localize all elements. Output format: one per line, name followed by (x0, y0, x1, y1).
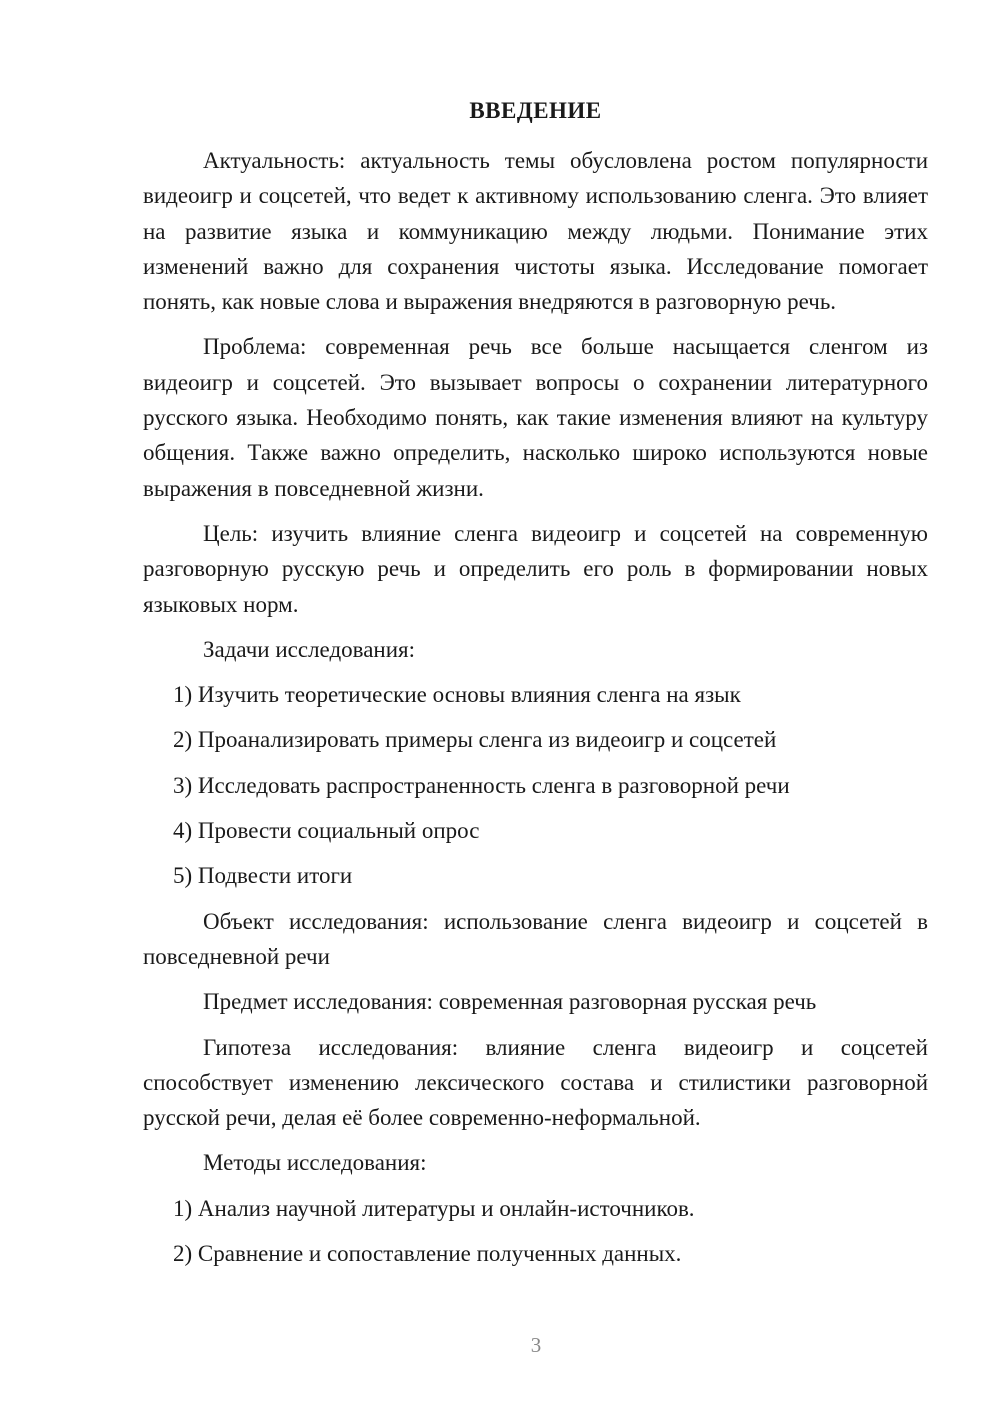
goal-paragraph: Цель: изучить влияние сленга видеоигр и соцсетей на современную разговорную русскую речь и определить его роль в формировании новых языковых норм. (143, 520, 928, 617)
page-title: ВВЕДЕНИЕ (469, 98, 602, 123)
object-paragraph: Объект исследования: использование сленга видеоигр и соцсетей в повседневной речи (143, 908, 928, 969)
problem-paragraph: Проблема: современная речь все больше насыщается сленгом из видеоигр и соцсетей. Это вызывает вопросы о сохранении литературного русского языка. Необходимо понять, как такие изменения влияют на культуру общения. Также важно определить, насколько широко используются новые выражения в повседневной жизни. (143, 334, 928, 501)
task-item: 4) Провести социальный опрос (173, 818, 480, 844)
tasks-heading: Задачи исследования: (203, 636, 416, 662)
method-item: 2) Сравнение и сопоставление полученных данных. (173, 1241, 682, 1267)
page-number: 3 (530, 1333, 542, 1357)
task-item: 2) Проанализировать примеры сленга из видеоигр и соцсетей (173, 727, 777, 753)
document-body (143, 143, 928, 1281)
relevance-paragraph: Актуальность: актуальность темы обусловлена ростом популярности видеоигр и соцсетей, что ведет к активному использованию сленга. Это влияет на развитие языка и коммуникацию между людьми. Понимание этих изменений важно для сохранения чистоты языка. Исследование помогает понять, как новые слова и выражения внедряются в разговорную речь. (143, 148, 928, 315)
task-item: 3) Исследовать распространенность сленга в разговорной речи (173, 772, 790, 798)
task-item: 1) Изучить теоретические основы влияния сленга на язык (173, 682, 741, 708)
subject-paragraph: Предмет исследования: современная разговорная русская речь (203, 989, 817, 1015)
methods-heading: Методы исследования: (203, 1150, 427, 1176)
task-item: 5) Подвести итоги (173, 863, 353, 889)
method-item: 1) Анализ научной литературы и онлайн-источников. (173, 1195, 695, 1221)
hypothesis-paragraph: Гипотеза исследования: влияние сленга видеоигр и соцсетей способствует изменению лексического состава и стилистики разговорной русской речи, делая её более современно-неформальной. (143, 1034, 928, 1131)
